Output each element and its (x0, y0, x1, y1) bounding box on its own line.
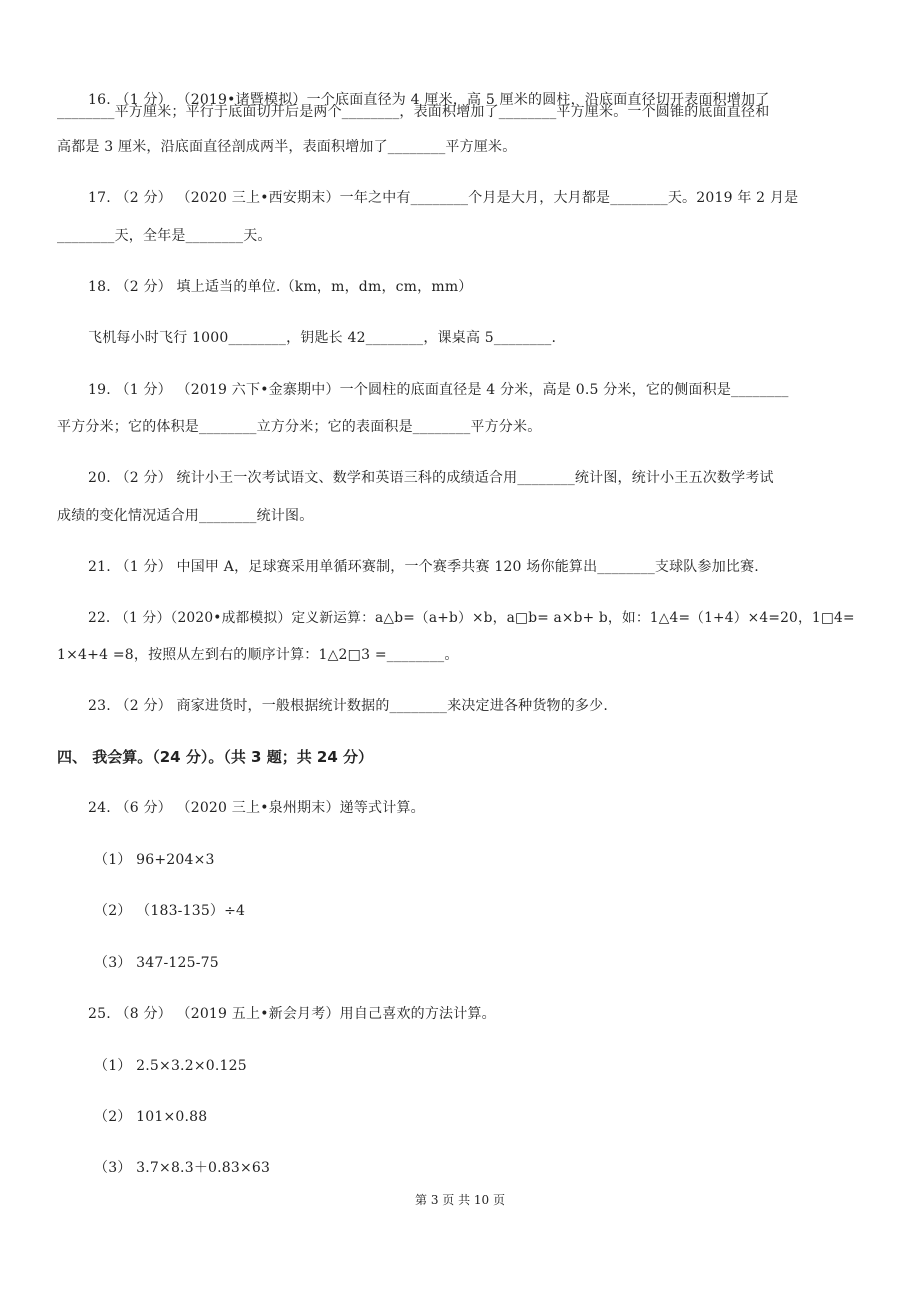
q24-item-3: （3） 347-125-75 (94, 955, 219, 971)
q25-item-3: （3） 3.7×8.3＋0.83×63 (94, 1160, 271, 1176)
q20-line-1: 20. （2 分） 统计小王一次考试语文、数学和英语三科的成绩适合用________统计图，统计小王五次数学考试 (88, 470, 774, 486)
q16-line-3: 高都是 3 厘米，沿底面直径剖成两半，表面积增加了________平方厘米。 (57, 139, 517, 155)
q20-line-2: 成绩的变化情况适合用________统计图。 (57, 508, 314, 524)
q25-item-1: （1） 2.5×3.2×0.125 (94, 1058, 247, 1074)
q25-title: 25. （8 分） （2019 五上•新会月考）用自己喜欢的方法计算。 (88, 1006, 496, 1022)
q21-line-1: 21. （1 分） 中国甲 A，足球赛采用单循环赛制，一个赛季共赛 120 场你能算出________支球队参加比赛. (88, 559, 759, 575)
q22-line-1: 22. （1 分）（2020•成都模拟）定义新运算：a△b=（a+b）×b，a□b= a×b+ b，如：1△4=（1+4）×4=20，1□4= (88, 610, 855, 626)
q24-title: 24. （6 分） （2020 三上•泉州期末）递等式计算。 (88, 800, 425, 816)
page-footer: 第 3 页 共 10 页 (415, 1193, 505, 1207)
q16-line-2: ________平方厘米；平行于底面切开后是两个________，表面积增加了________平方厘米。一个圆锥的底面直径和 (57, 104, 770, 120)
q24-item-1: （1） 96+204×3 (94, 852, 215, 868)
q19-line-2: 平方分米；它的体积是________立方分米；它的表面积是________平方分米。 (57, 419, 542, 435)
q19-line-1: 19. （1 分） （2019 六下•金寨期中）一个圆柱的底面直径是 4 分米，高是 0.5 分米，它的侧面积是________ (88, 382, 789, 398)
q18-line-2: 飞机每小时飞行 1000________，钥匙长 42________，课桌高 5________. (88, 330, 557, 346)
q24-item-2: （2） （183-135）÷4 (94, 903, 246, 919)
q25-item-2: （2） 101×0.88 (94, 1109, 208, 1125)
section-4-heading: 四、 我会算。（24 分）。（共 3 题；共 24 分） (57, 748, 374, 766)
q17-line-2: ________天，全年是________天。 (57, 228, 272, 244)
q22-line-2: 1×4+4 =8，按照从左到右的顺序计算：1△2□3 =________。 (57, 647, 459, 663)
q16-line-1: 16. （1 分） （2019•诸暨模拟）一个底面直径为 4 厘米，高 5 厘米的圆柱，沿底面直径切开表面积增加了 (88, 92, 770, 108)
q17-line-1: 17. （2 分） （2020 三上•西安期末）一年之中有________个月是大月，大月都是________天。2019 年 2 月是 (88, 190, 799, 206)
q18-line-1: 18. （2 分） 填上适当的单位.（km，m，dm，cm，mm） (88, 279, 473, 295)
q23-line-1: 23. （2 分） 商家进货时，一般根据统计数据的________来决定进各种货物的多少. (88, 698, 608, 714)
